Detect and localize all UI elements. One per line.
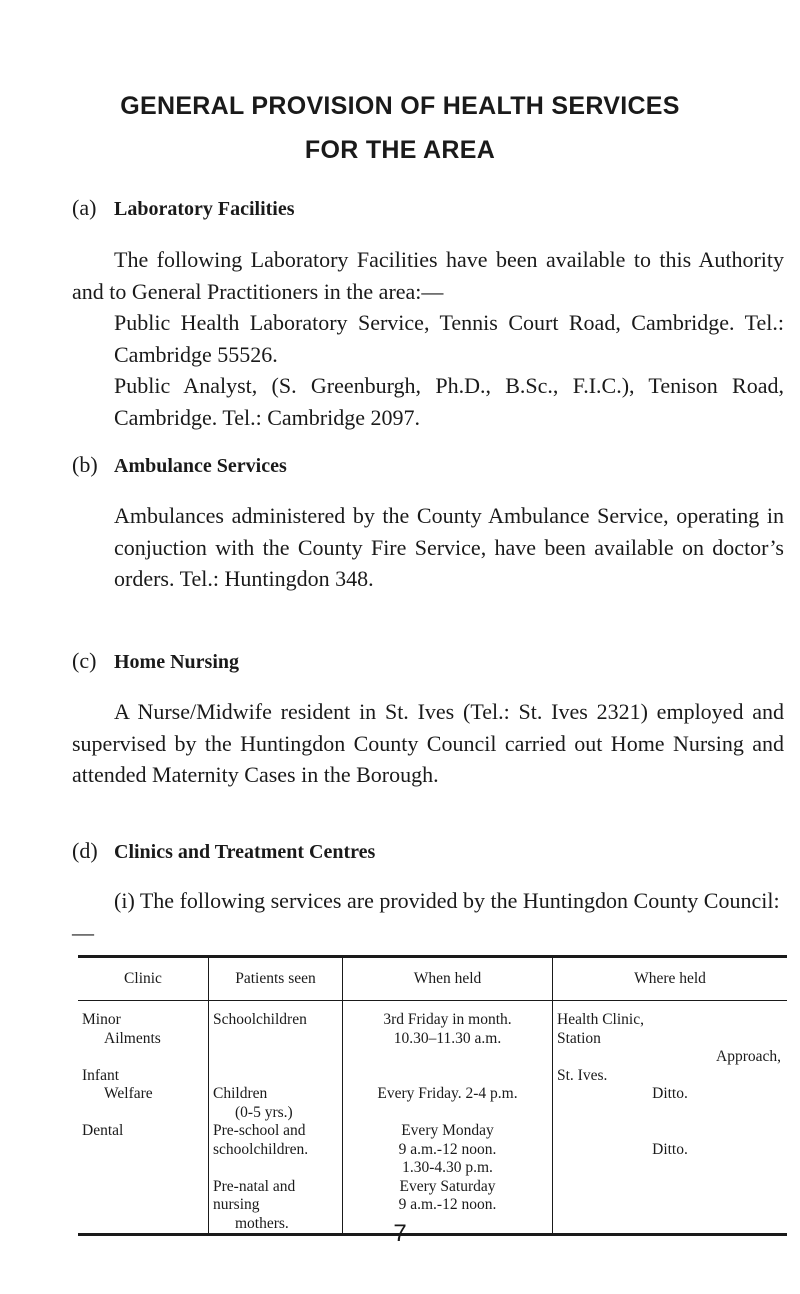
section-d-intro: (i) The following services are provided by the Huntingdon County Council:— [72,888,780,945]
col-header-where: Where held [553,957,788,1001]
table-row [78,1122,787,1235]
section-a-intro: The following Laboratory Facilities have been available to this Authority and to General Practitioners in the area:— [72,247,784,304]
clinics-table [78,955,787,1236]
cell-line [213,1159,338,1178]
cell-line: 1.30-4.30 p.m. [402,1159,493,1176]
cell-line: Every Friday. 2-4 p.m. [377,1085,518,1102]
cell-line: Schoolchildren [213,1011,307,1028]
cell-line: Ailments [104,1029,161,1047]
lab-item-public-health [114,307,784,370]
cell-line: Minor [82,1011,121,1028]
cell-line: Children [213,1085,268,1102]
cell-line: Every Monday [401,1122,494,1139]
section-d-label: (d) [72,838,98,863]
cell-line: Ditto. [652,1140,688,1158]
table-header-row [78,957,787,1001]
section-b-heading [72,452,287,478]
cell-line: Welfare [104,1085,153,1102]
section-c-title: Home Nursing [114,651,239,673]
cell-line: nursing [213,1196,260,1213]
cell-line [82,1048,204,1067]
cell-where [553,1001,788,1123]
cell-line: 3rd Friday in month. [383,1011,512,1028]
col-header-clinic: Clinic [78,957,209,1001]
cell-line: Every Saturday [399,1177,496,1195]
lab-item-public-health-text: Public Health Laboratory Service, Tennis Court Road, Cambridge. Tel.: Cambridge 55526. [114,310,784,367]
cell-line: St. Ives. [557,1066,608,1084]
cell-clinic [78,1122,209,1235]
cell-line: 9 a.m.-12 noon. [398,1140,497,1158]
cell-line [557,1122,783,1141]
cell-where [553,1122,788,1235]
cell-line: Health Clinic, [557,1011,644,1028]
cell-line: (0-5 yrs.) [235,1103,293,1121]
cell-line: mothers. [235,1214,289,1232]
cell-line [213,1067,338,1086]
col-header-patients: Patients seen [209,957,343,1001]
cell-line: Pre-school and [213,1122,306,1139]
cell-line [347,1048,548,1067]
section-a-label: (a) [72,195,97,220]
cell-line: Dental [82,1122,124,1139]
section-d-heading [72,838,375,864]
table-row [78,1001,787,1123]
section-c-text: A Nurse/Midwife resident in St. Ives (Tel.: St. Ives 2321) employed and supervised by the Huntingdon County Council carried out Home Nursing and attended Maternity Cases in the Borough. [72,699,784,787]
section-a-heading [72,195,295,221]
section-c-label: (c) [72,648,97,673]
cell-line: Approach, [716,1048,781,1065]
lab-item-public-analyst [114,370,784,433]
cell-when [343,1122,553,1235]
cell-line: schoolchildren. [213,1140,309,1158]
cell-clinic [78,1001,209,1123]
cell-line [213,1048,338,1067]
page-number: 7 [393,1220,407,1247]
cell-line [347,1067,548,1086]
section-c-heading [72,648,239,674]
section-a-title: Laboratory Facilities [114,198,295,220]
cell-line [213,1030,338,1049]
cell-when [343,1001,553,1123]
section-b-label: (b) [72,452,98,477]
cell-line: Infant [82,1066,120,1084]
cell-line: 9 a.m.-12 noon. [398,1196,497,1213]
cell-patients [209,1001,343,1123]
section-b-text: Ambulances administered by the County Ambulance Service, operating in conjuction with the County Fire Service, have been available on doctor’s orders. Tel.: Huntingdon 348. [114,503,784,591]
lab-item-public-analyst-text: Public Analyst, (S. Greenburgh, Ph.D., B.Sc., F.I.C.), Tenison Road, Cambridge. Tel.: Cambridge 2097. [114,373,784,430]
page-subtitle: FOR THE AREA [304,136,496,164]
cell-line: Station [557,1029,601,1047]
cell-patients [209,1122,343,1235]
cell-line: 10.30–11.30 a.m. [393,1029,502,1047]
cell-line: Ditto. [652,1085,688,1102]
col-header-when: When held [343,957,553,1001]
page-title: GENERAL PROVISION OF HEALTH SERVICES [120,92,680,120]
section-b-title: Ambulance Services [114,455,287,477]
section-d-title: Clinics and Treatment Centres [114,841,376,863]
cell-line: Pre-natal and [213,1177,296,1195]
